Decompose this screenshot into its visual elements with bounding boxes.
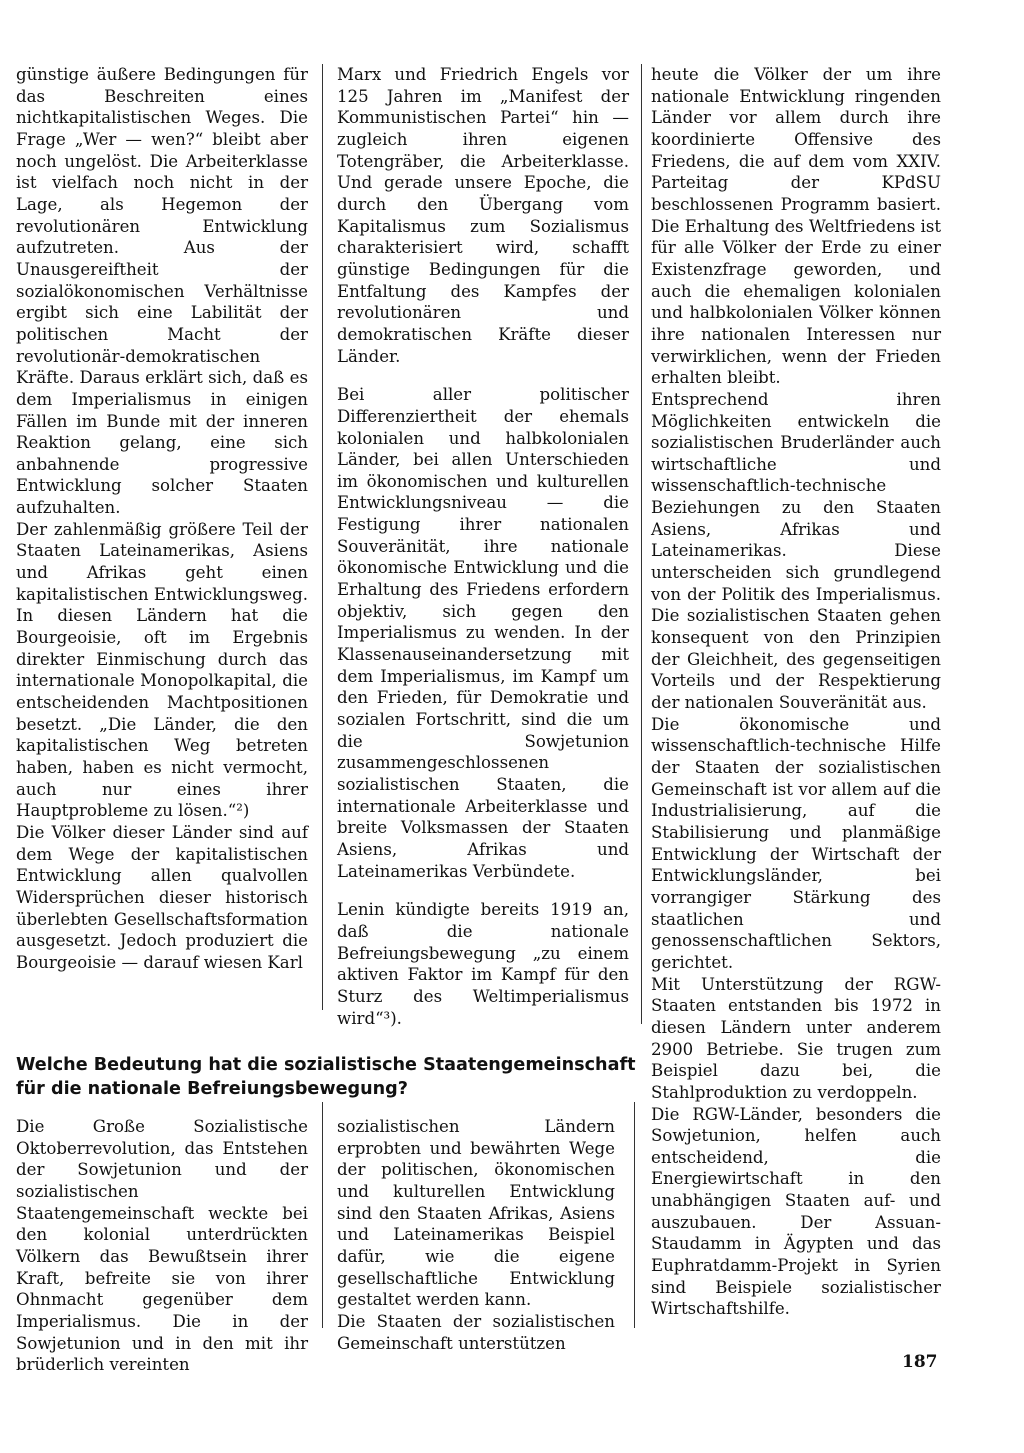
paragraph: Die ökonomische und wissenschaftlich-technische Hilfe der Staaten der sozialistischen Gemeinschaft ist vor allem auf die Industrialisierung, auf die Stabilisierung und planmäßige Entwicklung der Wirtschaft der Entwicklungsländer, bei vorrangiger Stärkung des staatlichen und genossenschaftlichen Sektors, gerichtet. [651, 714, 941, 972]
column-divider [322, 64, 323, 1010]
section-heading-line: für die nationale Befreiungsbewegung? [16, 1079, 408, 1099]
column-1-bottom [16, 1116, 308, 1376]
column-divider [641, 64, 642, 1024]
paragraph: heute die Völker der um ihre nationale Entwicklung ringenden Länder vor allem durch ihre koordinierte Offensive des Friedens, die auf dem vom XXIV. Parteitag der KPdSU beschlossenen Programm basiert. Die Erhaltung des Weltfriedens ist für alle Völker der Erde zu einer Existenzfrage geworden, und auch die ehemaligen kolonialen und halbkolonialen Völker können ihre nationalen Interessen nur verwirklichen, wenn der Frieden erhalten bleibt. [651, 65, 941, 388]
paragraph: Der zahlenmäßig größere Teil der Staaten Lateinamerikas, Asiens und Afrikas geht einen kapitalistischen Entwicklungsweg. In diesen Ländern hat die Bourgeoisie, oft im Ergebnis direkter Einmischung durch das internationale Monopolkapital, die entscheidenden Machtpositionen besetzt. „Die Länder, die den kapitalistischen Weg betreten haben, haben es nicht vermocht, auch nur eines ihrer Hauptprobleme zu lösen.“²) [16, 519, 308, 821]
paragraph: Die Große Sozialistische Oktoberrevolution, das Entstehen der Sowjetunion und der sozialistischen Staatengemeinschaft weckte bei den kolonial unterdrückten Völkern das Bewußtsein ihrer Kraft, befreite sie von ihrer Ohnmacht gegenüber dem Imperialismus. Die in der Sowjetunion und in den mit ihr brüderlich vereinten [16, 1117, 308, 1375]
paragraph: Die Völker dieser Länder sind auf dem Wege der kapitalistischen Entwicklung allen qualvollen Widersprüchen dieser historisch überlebten Gesellschaftsformation ausgesetzt. Jedoch produziert die Bourgeoisie — darauf wiesen Karl [16, 822, 308, 972]
paragraph: Lenin kündigte bereits 1919 an, daß die nationale Befreiungsbewegung „zu einem aktiven Faktor im Kampf für den Sturz des Weltimperialismus wird“³). [337, 900, 629, 1028]
section-heading-line: Welche Bedeutung hat die sozialistische Staatengemeinschaft [16, 1055, 636, 1075]
paragraph: Die RGW-Länder, besonders die Sowjetunion, helfen auch entscheidend, die Energiewirtschaft in den unabhängigen Staaten auf- und auszubauen. Der Assuan-Staudamm in Ägypten und das Euphratdamm-Projekt in Syrien sind Beispiele sozialistischer Wirtschaftshilfe. [651, 1104, 941, 1319]
paragraph: Mit Unterstützung der RGW-Staaten entstanden bis 1972 in diesen Ländern unter anderem 2900 Betriebe. Sie trugen zum Beispiel dazu bei, die Stahlproduktion zu verdoppeln. [651, 974, 941, 1102]
paragraph: Bei aller politischer Differenziertheit der ehemals kolonialen und halbkolonialen Länder, bei allen Unterschieden im ökonomischen und kulturellen Entwicklungsniveau — die Festigung ihrer nationalen Souveränität, ihre nationale ökonomische Entwicklung und die Erhaltung des Friedens erfordern objektiv, sich gegen den Imperialismus zu wenden. In der Klassenauseinandersetzung mit dem Imperialismus, im Kampf um den Frieden, für Demokratie und sozialen Fortschritt, sind die um die Sowjetunion zusammengeschlossenen sozialistischen Staaten, die internationale Arbeiterklasse und breite Volksmassen der Staaten Asiens, Afrikas und Lateinamerikas Verbündete. [337, 385, 629, 881]
column-2-top [337, 64, 629, 1029]
paragraph: günstige äußere Bedingungen für das Beschreiten eines nichtkapitalistischen Weges. Die Frage „Wer — wen?“ bleibt aber noch ungelöst. Die Arbeiterklasse ist vielfach noch nicht in der Lage, als Hegemon der revolutionären Entwicklung aufzutreten. Aus der Unausgereiftheit der sozialökonomischen Verhältnisse ergibt sich eine Labilität der politischen Macht der revolutionär-demokratischen Kräfte. Daraus erklärt sich, daß es dem Imperialismus in einigen Fällen im Bunde mit der inneren Reaktion gelang, eine sich anbahnende progressive Entwicklung solcher Staaten aufzuhalten. [16, 65, 308, 518]
column-divider [322, 1102, 323, 1328]
column-divider [634, 1102, 635, 1328]
paragraph: Die Staaten der sozialistischen Gemeinschaft unterstützen [337, 1311, 615, 1353]
column-1-top [16, 64, 308, 974]
column-2-bottom [337, 1116, 615, 1354]
paragraph: Entsprechend ihren Möglichkeiten entwickeln die sozialistischen Bruderländer auch wirtschaftliche und wissenschaftlich-technische Beziehungen zu den Staaten Asiens, Afrikas und Lateinamerikas. Diese unterscheiden sich grundlegend von der Politik des Imperialismus. Die sozialistischen Staaten gehen konsequent von den Prinzipien der Gleichheit, des gegenseitigen Vorteils und der Respektierung der nationalen Souveränität aus. [651, 389, 941, 713]
paragraph: sozialistischen Ländern erprobten und bewährten Wege der politischen, ökonomischen und kulturellen Entwicklung sind den Staaten Afrikas, Asiens und Lateinamerikas Beispiel dafür, wie die eigene gesellschaftliche Entwicklung gestaltet werden kann. [337, 1117, 615, 1310]
paragraph: Marx und Friedrich Engels vor 125 Jahren im „Manifest der Kommunistischen Partei“ hin — zugleich ihren eigenen Totengräber, die Arbeiterklasse. Und gerade unsere Epoche, die durch den Übergang vom Kapitalismus zum Sozialismus charakterisiert wird, schafft günstige Bedingungen für die Entfaltung des Kampfes der revolutionären und demokratischen Kräfte dieser Länder. [337, 65, 629, 366]
page-number: 187 [902, 1352, 938, 1372]
column-3 [651, 64, 941, 1320]
section-heading [16, 1053, 936, 1101]
